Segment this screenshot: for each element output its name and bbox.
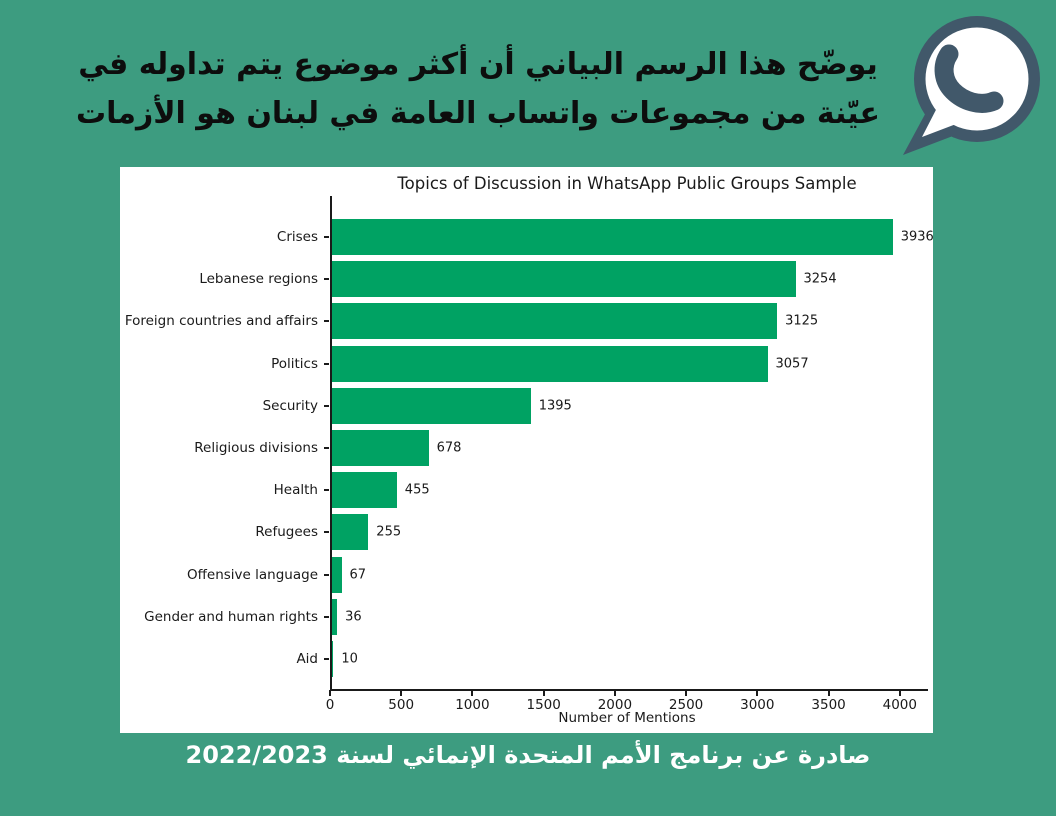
x-tick-label: 0 (325, 697, 335, 713)
category-label: Aid (296, 650, 318, 667)
top-caption-line1: يوضّح هذا الرسم البياني أن أكثر موضوع يتم تداوله في (78, 47, 878, 82)
bar (332, 346, 768, 382)
bar-track (330, 469, 924, 511)
x-axis-label: Number of Mentions (558, 710, 696, 726)
bar-row (120, 638, 933, 680)
x-tick-mark (614, 690, 616, 696)
bar-value-label: 455 (404, 482, 430, 498)
bar (332, 219, 893, 255)
x-tick-label: 2500 (668, 697, 704, 713)
bar (332, 472, 397, 508)
bar-row (120, 258, 933, 300)
x-tick-label: 3500 (811, 697, 846, 713)
bar-value-label: 3057 (775, 356, 809, 372)
bar-row (120, 300, 933, 342)
category-label: Foreign countries and affairs (124, 313, 318, 330)
bar-row (120, 469, 933, 511)
bar (332, 599, 337, 635)
bar-value-label: 1395 (538, 398, 572, 414)
y-tick-mark (324, 574, 329, 576)
bar-row (120, 554, 933, 596)
x-tick-label: 3000 (740, 697, 775, 713)
x-tick-label: 1500 (526, 697, 561, 713)
x-tick-mark (543, 690, 545, 696)
y-tick-mark (324, 363, 329, 365)
bar-value-label: 3125 (785, 313, 819, 329)
bar-track (330, 427, 924, 469)
bar-value-label: 3254 (803, 271, 837, 287)
category-label: Refugees (255, 524, 318, 541)
x-tick-mark (685, 690, 687, 696)
y-tick-mark (324, 616, 329, 618)
category-label: Religious divisions (194, 440, 318, 457)
category-label: Crises (276, 229, 318, 246)
bar-track (330, 343, 924, 385)
top-caption-line2: عيّنة من مجموعات واتساب العامة في لبنان هو الأزمات (75, 96, 881, 131)
bar-value-label: 255 (376, 524, 402, 540)
x-tick-mark (756, 690, 758, 696)
bar-value-label: 67 (349, 567, 367, 583)
whatsapp-logo-icon (900, 8, 1050, 160)
bar (332, 303, 777, 339)
category-label: Health (273, 482, 318, 499)
y-tick-mark (324, 278, 329, 280)
bar-track (330, 554, 924, 596)
bar (332, 388, 531, 424)
x-tick-mark (400, 690, 402, 696)
bar-track (330, 216, 934, 258)
bar-track (330, 511, 924, 553)
bar (332, 641, 333, 677)
bar-row (120, 427, 933, 469)
bar-track (330, 300, 924, 342)
bar-track (330, 596, 924, 638)
x-tick-label: 1000 (455, 697, 490, 713)
y-tick-mark (324, 531, 329, 533)
bar-row (120, 596, 933, 638)
y-tick-mark (324, 447, 329, 449)
y-tick-mark (324, 658, 329, 660)
chart-panel (120, 167, 933, 733)
whatsapp-logo-svg (900, 8, 1050, 160)
bar (332, 557, 342, 593)
bar-track (330, 385, 924, 427)
y-tick-mark (324, 236, 329, 238)
x-tick-mark (471, 690, 473, 696)
bar-row (120, 216, 933, 258)
bottom-caption: صادرة عن برنامج الأمم المتحدة الإنمائي لسنة 2022/2023 (185, 741, 871, 769)
x-tick-mark (899, 690, 901, 696)
category-label: Security (262, 397, 318, 414)
y-tick-mark (324, 489, 329, 491)
bar-value-label: 3936 (900, 229, 934, 245)
bar-row (120, 511, 933, 553)
y-tick-mark (324, 405, 329, 407)
bar-rows (120, 196, 933, 690)
x-tick-label: 2000 (597, 697, 633, 713)
bar-row (120, 343, 933, 385)
bar-value-label: 10 (341, 651, 358, 667)
bar-value-label: 36 (345, 609, 362, 625)
plot-area (120, 196, 933, 690)
chart-title: Topics of Discussion in WhatsApp Public Groups Sample (397, 174, 857, 193)
x-tick-mark (828, 690, 830, 696)
bar-value-label: 678 (436, 440, 462, 456)
category-label: Offensive language (186, 566, 318, 583)
bar (332, 261, 796, 297)
bar (332, 430, 429, 466)
y-tick-mark (324, 320, 329, 322)
x-tick-label: 4000 (882, 697, 917, 713)
bar-row (120, 385, 933, 427)
category-label: Gender and human rights (144, 608, 318, 625)
x-tick-mark (329, 690, 331, 696)
bar-track (330, 258, 924, 300)
category-label: Politics (271, 355, 318, 372)
top-caption (20, 40, 936, 138)
bar (332, 514, 368, 550)
x-tick-label: 500 (388, 697, 415, 713)
category-label: Lebanese regions (199, 271, 318, 288)
bar-track (330, 638, 924, 680)
y-axis-line (330, 196, 332, 690)
